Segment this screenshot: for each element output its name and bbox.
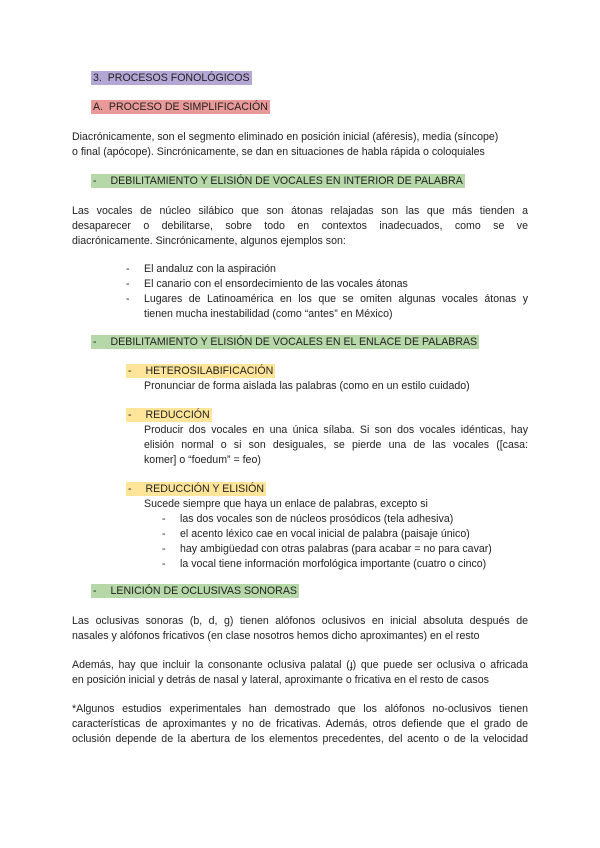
reduccion-elision-title: REDUCCIÓN Y ELISIÓN <box>145 483 265 495</box>
list-item-text: El canario con el ensordecimiento de las vocales átonas <box>144 278 408 290</box>
reduccion-elision-desc: Sucede siempre que haya un enlace de palabras, excepto si <box>144 498 428 510</box>
heading-dash: - <box>128 483 132 495</box>
list-item <box>162 542 528 557</box>
heading-vowel-linking <box>91 335 479 350</box>
paragraph-line: diacrónicamente. Sincrónicamente, algunos ejemplos son: <box>72 235 346 247</box>
heading-dash: - <box>93 336 97 348</box>
subsection-number: A. <box>93 101 104 113</box>
list-item-text: El andaluz con la aspiración <box>144 263 276 275</box>
paragraph-line: komer] o “foedum” = feo) <box>144 454 261 466</box>
list-dash: - <box>162 558 166 570</box>
section-title-text: PROCESOS FONOLÓGICOS <box>107 72 250 84</box>
heading-text: LENICIÓN DE OCLUSIVAS SONORAS <box>110 585 297 597</box>
reduccion-desc <box>144 423 528 468</box>
list-dash: - <box>126 293 130 305</box>
paragraph-line: Producir dos vocales en una única sílaba. Si son dos vocales idénticas, hay <box>144 424 528 436</box>
paragraph-line: Las oclusivas sonoras (b, d, g) tienen alófonos oclusivos en inicial absoluta después de <box>72 615 528 627</box>
heterosilabificacion-heading <box>126 364 275 379</box>
list-item <box>126 262 528 277</box>
list-item <box>162 512 528 527</box>
subsection-title-text: PROCESO DE SIMPLIFICACIÓN <box>108 101 268 113</box>
list-item-text: hay ambigüedad con otras palabras (para acabar = no para cavar) <box>180 543 492 555</box>
intro-paragraph <box>72 130 528 160</box>
paragraph-line: desaparecer o debilitarse, sobre todo en contextos inadecuados, como se ve <box>72 220 528 232</box>
list-item-text: el acento léxico cae en vocal inicial de palabra (paisaje único) <box>180 528 470 540</box>
paragraph-line: elisión normal o si son desiguales, se pierde una de las vocales ([casa: <box>144 439 528 451</box>
heading-dash: - <box>128 409 132 421</box>
lenition-paragraph <box>72 614 528 644</box>
list-dash: - <box>162 543 166 555</box>
list-dash: - <box>162 513 166 525</box>
studies-note-paragraph <box>72 702 528 747</box>
list-item-text: la vocal tiene información morfológica importante (cuatro o cinco) <box>180 558 487 570</box>
list-dash: - <box>126 278 130 290</box>
paragraph-line: o final (apócope). Sincrónicamente, se dan en situaciones de habla rápida o coloquiales <box>72 146 485 158</box>
paragraph-line: oclusión depende de la abertura de los elementos precedentes, del acento o de la velocidad <box>72 733 528 745</box>
heading-text: DEBILITAMIENTO Y ELISIÓN DE VOCALES EN EL ENLACE DE PALABRAS <box>110 336 478 348</box>
list-item-text: las dos vocales son de núcleos prosódicos (tela adhesiva) <box>180 513 454 525</box>
paragraph-line: nasales y alófonos fricativos (en clase nosotros hemos dicho aproximantes) en el resto <box>72 630 480 642</box>
heading-text: DEBILITAMIENTO Y ELISIÓN DE VOCALES EN INTERIOR DE PALABRA <box>110 175 463 187</box>
list-dash: - <box>162 528 166 540</box>
reduccion-heading <box>126 408 212 423</box>
paragraph-line: Las vocales de núcleo silábico que son átonas relajadas son las que más tienden a <box>72 205 528 217</box>
paragraph-line: en posición inicial y detrás de nasal y lateral, aproximante o fricativa en el resto de casos <box>72 674 489 686</box>
paragraph-line: Además, hay que incluir la consonante oclusiva palatal (ɟ) que puede ser oclusiva o africada <box>72 659 528 671</box>
palatal-paragraph <box>72 658 528 688</box>
heading-dash: - <box>128 365 132 377</box>
list-item-text: tienen mucha inestabilidad (como “antes” en México) <box>144 308 393 320</box>
heading-dash: - <box>93 585 97 597</box>
paragraph-line: características de aproximantes y no de fricativas. Además, otros defiende que el grado de <box>72 718 528 730</box>
reduccion-title: REDUCCIÓN <box>145 409 210 421</box>
heterosilabificacion-title: HETEROSILABIFICACIÓN <box>145 365 274 377</box>
section-title <box>91 71 252 86</box>
heading-vowel-interior <box>91 174 465 189</box>
heterosilabificacion-desc: Pronunciar de forma aislada las palabras (como en un estilo cuidado) <box>144 380 470 392</box>
heading-lenition <box>91 584 299 599</box>
subsection-title <box>91 100 270 115</box>
reduccion-elision-heading <box>126 482 266 497</box>
paragraph-line: *Algunos estudios experimentales han demostrado que los alófonos no-oclusivos tienen <box>72 703 528 715</box>
list-item <box>162 557 528 572</box>
vowel-interior-paragraph <box>72 204 528 249</box>
list-item <box>162 527 528 542</box>
list-item <box>126 292 528 322</box>
list-item-text: Lugares de Latinoamérica en los que se omiten algunas vocales átonas y <box>144 293 528 305</box>
examples-list <box>126 262 528 322</box>
heading-dash: - <box>93 175 97 187</box>
section-number: 3. <box>93 72 102 84</box>
list-item <box>126 277 528 292</box>
exceptions-list <box>162 512 528 572</box>
paragraph-line: Diacrónicamente, son el segmento eliminado en posición inicial (aféresis), media (síncope) <box>72 131 499 143</box>
list-dash: - <box>126 263 130 275</box>
